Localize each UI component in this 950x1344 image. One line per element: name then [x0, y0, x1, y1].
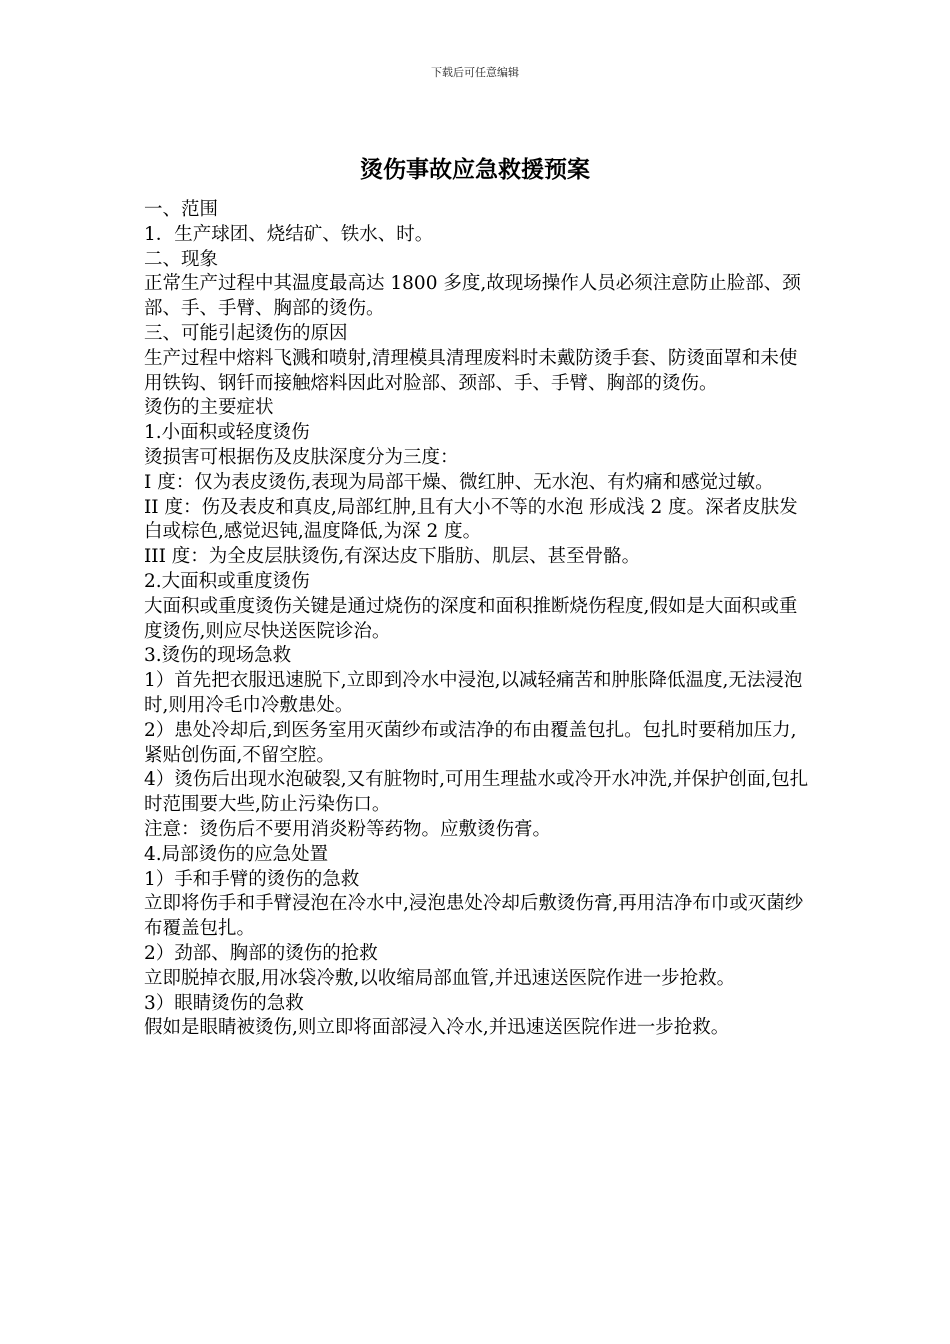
section-heading-causes: 三、可能引起烫伤的原因 — [144, 322, 348, 344]
subheading-local-burns: 4.局部烫伤的应急处置 — [144, 843, 329, 865]
first-aid-step-2: 2）患处冷却后,到医务室用灭菌纱布或洁净的布由覆盖包扎。包扎时要稍加压力,紧贴创伤面,不留空腔。 — [144, 719, 797, 766]
subheading-minor-burns: 1.小面积或轻度烫伤 — [144, 422, 310, 444]
first-aid-step-4: 4）烫伤后出现水泡破裂,又有脏物时,可用生理盐水或冷开水冲洗,并保护创面,包扎时范围要大些,防止污染伤口。 — [144, 769, 809, 816]
major-burns-text: 大面积或重度烫伤关键是通过烧伤的深度和面积推断烧伤程度,假如是大面积或重度烫伤,则应尽快送医院诊治。 — [144, 595, 798, 642]
section-heading-symptoms: 烫伤的主要症状 — [144, 397, 274, 419]
section-heading-phenomenon: 二、现象 — [144, 248, 219, 270]
subheading-first-aid: 3.烫伤的现场急救 — [144, 645, 292, 667]
first-aid-step-1: 1）首先把衣服迅速脱下,立即到冷水中浸泡,以减轻痛苦和肿胀降低温度,无法浸泡时,则用冷毛巾冷敷患处。 — [144, 670, 803, 716]
phenomenon-text: 正常生产过程中其温度最高达 1800 多度,故现场操作人员必须注意防止脸部、颈部、手、手臂、胸部的烫伤。 — [144, 273, 801, 320]
header-note: 下载后可任意编辑 — [431, 66, 519, 79]
burn-degree-1: I 度：仅为表皮烫伤,表现为局部干燥、微红肿、无水泡、有灼痛和感觉过敏。 — [144, 471, 774, 493]
section-heading-scope: 一、范围 — [144, 199, 219, 220]
document-body — [144, 198, 812, 1041]
causes-text: 生产过程中熔料飞溅和喷射,清理模具清理废料时未戴防烫手套、防烫面罩和未使用铁钩、钢钎而接触熔料因此对脸部、颈部、手、手臂、胸部的烫伤。 — [144, 347, 798, 394]
local-burn-neck-text: 立即脱掉衣服,用冰袋冷敷,以收缩局部血管,并迅速送医院作进一步抢救。 — [144, 967, 736, 989]
local-burn-eye-heading: 3）眼睛烫伤的急救 — [144, 992, 304, 1014]
local-burn-hand-text: 立即将伤手和手臂浸泡在冷水中,浸泡患处冷却后敷烫伤膏,再用洁净布巾或灭菌纱布覆盖包扎。 — [144, 893, 804, 940]
burn-degree-intro: 烫损害可根据伤及皮肤深度分为三度： — [144, 446, 459, 468]
burn-degree-2: II 度：伤及表皮和真皮,局部红肿,且有大小不等的水泡 形成浅 2 度。深者皮肤发白或棕色,感觉迟钝,温度降低,为深 2 度。 — [144, 496, 798, 543]
first-aid-note: 注意：烫伤后不要用消炎粉等药物。应敷烫伤膏。 — [144, 818, 552, 840]
subheading-major-burns: 2.大面积或重度烫伤 — [144, 570, 310, 592]
burn-degree-3: III 度：为全皮层肤烫伤,有深达皮下脂肪、肌层、甚至骨骼。 — [144, 546, 641, 568]
scope-item: 1．生产球团、烧结矿、铁水、时。 — [144, 223, 434, 245]
document-title: 烫伤事故应急救援预案 — [360, 156, 590, 183]
local-burn-hand-heading: 1）手和手臂的烫伤的急救 — [144, 868, 360, 890]
local-burn-eye-text: 假如是眼睛被烫伤,则立即将面部浸入冷水,并迅速送医院作进一步抢救。 — [144, 1017, 730, 1039]
local-burn-neck-heading: 2）劲部、胸部的烫伤的抢救 — [144, 942, 378, 964]
